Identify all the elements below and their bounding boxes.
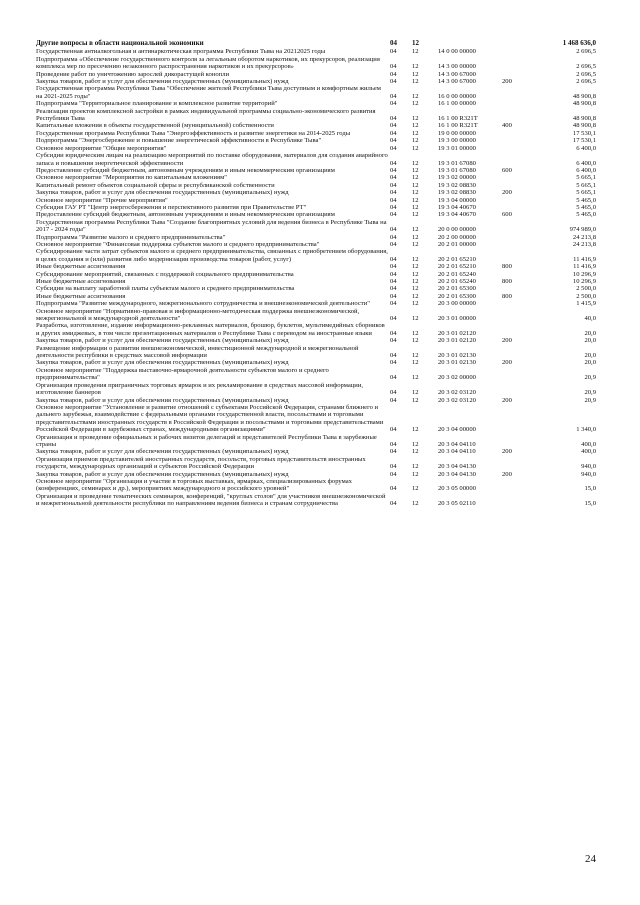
row-amount: 6 400,0 [576,159,596,167]
row-target-article: 19 3 04 40670 [438,211,476,219]
row-name: Основное мероприятие "Нормативно-правовая и информационно-методическая поддержка внешнеэкономической, межрегиональной и международной деятельности" [36,307,360,323]
row-subsection-code: 12 [412,63,419,71]
row-subsection-code: 12 [412,122,419,130]
table-row [36,345,596,360]
row-expense-type: 200 [502,189,512,197]
row-name: Иные бюджетные ассигнования [36,292,126,300]
row-name: Иные бюджетные ассигнования [36,263,126,271]
table-row [36,300,596,307]
row-target-article: 20 3 05 00000 [438,485,476,493]
row-amount: 940,0 [581,470,596,478]
row-target-article: 16 1 00 R321T [438,115,478,123]
row-expense-type: 200 [502,337,512,345]
row-amount: 10 296,9 [572,278,596,285]
row-section-code: 04 [390,440,397,448]
row-target-article: 20 2 01 65210 [438,255,476,263]
table-row [36,337,596,344]
row-expense-type: 400 [502,122,512,130]
row-target-article: 14 3 00 00000 [438,63,476,71]
row-subsection-code: 12 [412,337,419,345]
table-row [36,130,596,137]
row-subsection-code: 12 [412,203,419,211]
row-subsection-code: 12 [412,426,419,434]
row-name: Закупка товаров, работ и услуг для обеспечения государственных (муниципальных) нужд [36,359,289,367]
table-row [36,478,596,493]
row-subsection-code: 12 [412,144,419,152]
row-amount: 2 500,0 [576,292,596,300]
row-amount: 1 415,9 [576,300,596,308]
table-row [36,471,596,478]
row-target-article: 20 2 01 65240 [438,270,476,278]
row-amount: 2 500,0 [576,285,596,293]
row-section-code: 04 [390,174,397,182]
row-name: Государственная программа Республики Тыва "Обеспечение жителей Республики Тыва доступным и комфортным жильем на 2021-2025 годы" [36,85,381,100]
table-row [36,359,596,366]
row-amount: 15,0 [584,485,596,493]
row-name: Государственная программа Республики Тыва "Создание благоприятных условий для ведения бизнеса в Республике Тыва на 2017 - 2024 годы" [36,218,387,234]
row-amount: 1 468 636,0 [562,39,596,47]
row-name: Проведение работ по уничтожению зарослей дикорастущей конопли [36,70,230,78]
row-section-code: 04 [390,426,397,434]
row-section-code: 04 [390,389,397,397]
table-row [36,56,596,71]
table-row [36,382,596,397]
row-subsection-code: 12 [412,278,419,285]
row-target-article: 19 0 00 00000 [438,129,476,137]
row-amount: 11 416,9 [573,263,596,271]
row-subsection-code: 12 [412,240,419,248]
row-amount: 40,0 [584,315,596,323]
row-target-article: 14 3 00 67000 [438,78,476,86]
row-section-code: 04 [390,226,397,234]
row-target-article: 20 3 04 04110 [438,448,476,456]
row-subsection-code: 12 [412,78,419,86]
row-section-code: 04 [390,203,397,211]
row-subsection-code: 12 [412,92,419,100]
row-amount: 2 696,5 [576,78,596,86]
row-section-code: 04 [390,500,397,508]
row-name: Государственная программа Республики Тыва "Энергоэффективность и развитие энергетики на 2014-2025 годы [36,129,351,137]
row-name: Основное мероприятие "Поддержка выставочно-ярмарочной деятельности субъектов малого и среднего предпринимательства" [36,366,329,382]
table-row [36,204,596,211]
row-section-code: 04 [390,278,397,285]
row-target-article: 19 3 02 08830 [438,189,476,197]
row-subsection-code: 12 [412,500,419,508]
row-amount: 6 400,0 [576,144,596,152]
row-section-code: 04 [390,144,397,152]
row-expense-type: 800 [502,263,512,271]
row-amount: 20,0 [584,329,596,337]
row-target-article: 20 2 01 00000 [438,240,476,248]
table-row [36,40,596,47]
row-subsection-code: 12 [412,263,419,271]
row-subsection-code: 12 [412,374,419,382]
row-section-code: 04 [390,196,397,204]
row-section-code: 04 [390,448,397,456]
row-section-code: 04 [390,181,397,189]
row-name: Подпрограмма "Развитие международного, межрегионального сотрудничества и внешнеэкономической деятельности" [36,300,370,308]
row-name: Закупка товаров, работ и услуг для обеспечения государственных (муниципальных) нужд [36,337,289,345]
row-target-article: 20 3 05 02110 [438,500,476,508]
row-subsection-code: 12 [412,270,419,278]
row-amount: 48 900,8 [572,115,596,123]
row-target-article: 20 3 01 02130 [438,352,476,360]
table-row [36,308,596,323]
row-name: Реализация проектов комплексной застройки в рамках индивидуальной программы социально-экономического развития Республики Тыва [36,107,376,123]
table-row [36,456,596,471]
table-row [36,322,596,337]
row-amount: 48 900,8 [572,92,596,100]
row-amount: 20,9 [584,396,596,404]
table-row [36,263,596,270]
row-subsection-code: 12 [412,389,419,397]
table-row [36,174,596,181]
row-section-code: 04 [390,70,397,78]
row-amount: 6 400,0 [576,166,596,174]
row-amount: 5 465,0 [576,211,596,219]
row-name: Организация проведения приграничных торговых ярмарок и их рекламирование в средствах массовой информации, изготовление баннеров [36,381,363,397]
row-section-code: 04 [390,240,397,248]
row-amount: 2 696,5 [576,70,596,78]
row-section-code: 04 [390,78,397,86]
row-name: Субсидия ГАУ РТ "Центр энергосбережения и перспективного развития при Правительстве РТ" [36,203,307,211]
row-target-article: 16 1 00 R321T [438,122,478,130]
row-amount: 24 213,8 [572,233,596,241]
table-row [36,434,596,449]
row-section-code: 04 [390,137,397,145]
row-subsection-code: 12 [412,352,419,360]
row-target-article: 20 3 01 02130 [438,359,476,367]
page-number: 24 [585,853,596,865]
row-subsection-code: 12 [412,137,419,145]
row-name: Подпрограмма "Энергосбережение и повышение энергетической эффективности в Республике Тыва" [36,137,322,145]
table-row [36,108,596,123]
row-target-article: 20 3 00 00000 [438,300,476,308]
row-subsection-code: 12 [412,174,419,182]
row-section-code: 04 [390,92,397,100]
row-name: Субсидии юридическим лицам на реализацию мероприятий по поставке оборудования, материалов для создания аварийного запаса и повышения энергетической эффективности [36,152,388,167]
row-name: Размещение информации о развитии внешнеэкономической, инвестиционной международной и межрегиональной деятельности республики в средствах массовой информации [36,344,359,360]
row-name: Закупка товаров, работ и услуг для обеспечения государственных (муниципальных) нужд [36,396,289,404]
row-name: Подпрограмма "Развитие малого и среднего предпринимательства" [36,233,226,241]
row-expense-type: 200 [502,359,512,367]
row-section-code: 04 [390,166,397,174]
row-subsection-code: 12 [412,115,419,123]
row-amount: 20,0 [584,337,596,345]
row-expense-type: 600 [502,211,512,219]
table-row [36,137,596,144]
row-target-article: 20 3 04 04130 [438,463,476,471]
row-amount: 2 696,5 [576,48,596,56]
row-amount: 17 530,1 [572,129,596,137]
table-row [36,145,596,152]
row-subsection-code: 12 [412,396,419,404]
table-row [36,285,596,292]
row-section-code: 04 [390,39,397,47]
row-amount: 1 340,0 [576,426,596,434]
row-target-article: 19 3 02 08830 [438,181,476,189]
row-name: Субсидирование мероприятий, связанных с поддержкой социального предпринимательства [36,270,294,278]
row-section-code: 04 [390,470,397,478]
row-subsection-code: 12 [412,159,419,167]
row-subsection-code: 12 [412,196,419,204]
row-target-article: 19 3 01 67080 [438,159,476,167]
row-name: Основное мероприятие "Финансовая поддержка субъектов малого и среднего предпринимательства" [36,240,320,248]
row-target-article: 20 3 02 00000 [438,374,476,382]
row-amount: 5 665,1 [576,189,596,197]
row-subsection-code: 12 [412,470,419,478]
row-target-article: 19 3 04 00000 [438,196,476,204]
row-target-article: 20 0 00 00000 [438,226,476,234]
row-name: Закупка товаров, работ и услуг для обеспечения государственных (муниципальных) нужд [36,470,289,478]
row-target-article: 20 3 01 02120 [438,337,476,345]
row-section-code: 04 [390,359,397,367]
row-section-code: 04 [390,292,397,300]
row-target-article: 20 3 01 00000 [438,315,476,323]
row-section-code: 04 [390,337,397,345]
row-expense-type: 200 [502,396,512,404]
row-amount: 5 465,0 [576,203,596,211]
row-amount: 5 665,1 [576,181,596,189]
row-subsection-code: 12 [412,100,419,108]
table-row [36,71,596,78]
row-section-code: 04 [390,115,397,123]
row-target-article: 20 3 04 04130 [438,470,476,478]
row-section-code: 04 [390,374,397,382]
table-row [36,189,596,196]
row-name: Капитальный ремонт объектов социальной сферы и республиканской собственности [36,181,275,189]
row-target-article: 20 3 04 04110 [438,440,476,448]
row-name: Закупка товаров, работ и услуг для обеспечения государственных (муниципальных) нужд [36,448,289,456]
row-subsection-code: 12 [412,463,419,471]
row-amount: 24 213,8 [572,240,596,248]
row-subsection-code: 12 [412,440,419,448]
row-section-code: 04 [390,63,397,71]
row-subsection-code: 12 [412,485,419,493]
table-row [36,78,596,85]
row-amount: 20,0 [584,359,596,367]
row-section-code: 04 [390,463,397,471]
row-subsection-code: 12 [412,226,419,234]
row-amount: 2 696,5 [576,63,596,71]
row-subsection-code: 12 [412,315,419,323]
row-target-article: 19 3 04 40670 [438,203,476,211]
table-row [36,48,596,55]
row-target-article: 20 2 01 65210 [438,263,476,271]
row-expense-type: 800 [502,292,512,300]
table-row [36,182,596,189]
table-row [36,448,596,455]
row-amount: 20,0 [584,352,596,360]
row-target-article: 20 2 00 00000 [438,233,476,241]
row-name: Иные бюджетные ассигнования [36,278,126,285]
row-target-article: 19 3 02 00000 [438,174,476,182]
row-section-code: 04 [390,329,397,337]
row-amount: 400,0 [581,448,596,456]
row-target-article: 20 3 01 02120 [438,329,476,337]
row-section-code: 04 [390,48,397,56]
row-section-code: 04 [390,396,397,404]
table-row [36,152,596,167]
row-name: Подпрограмма «Обеспечение государственного контроля за легальным оборотом наркотиков, их прекурсоров, реализация комплекса мер по пресечению незаконного распространения наркотиков и их прекурсоров» [36,55,380,71]
table-row [36,404,596,434]
row-amount: 5 465,0 [576,196,596,204]
row-section-code: 04 [390,485,397,493]
row-amount: 974 989,0 [569,226,596,234]
row-target-article: 14 0 00 00000 [438,48,476,56]
row-name: Государственная антиалкогольная и антинаркотическая программа Республики Тыва на 20212025 годы [36,48,326,56]
row-section-code: 04 [390,270,397,278]
row-target-article: 20 2 01 65300 [438,285,476,293]
row-subsection-code: 12 [412,166,419,174]
table-row [36,85,596,100]
row-subsection-code: 12 [412,285,419,293]
row-amount: 20,9 [584,374,596,382]
row-section-code: 04 [390,189,397,197]
table-row [36,278,596,285]
row-expense-type: 200 [502,470,512,478]
row-name: Основное мероприятие "Прочие мероприятия" [36,196,168,204]
row-name: Предоставление субсидий бюджетным, автономным учреждениям и иным некоммерческим организациям [36,211,335,219]
row-subsection-code: 12 [412,189,419,197]
row-name: Предоставление субсидий бюджетным, автономным учреждениям и иным некоммерческим организациям [36,166,335,174]
row-target-article: 19 3 01 67080 [438,166,476,174]
row-section-code: 04 [390,129,397,137]
row-target-article: 16 1 00 00000 [438,100,476,108]
row-name: Капитальные вложения в объекты государственной (муниципальной) собственности [36,122,274,130]
row-name: Основное мероприятие "Мероприятия по капитальным вложениям" [36,174,227,182]
row-subsection-code: 12 [412,448,419,456]
row-subsection-code: 12 [412,300,419,308]
row-amount: 400,0 [581,440,596,448]
row-amount: 10 296,9 [572,270,596,278]
table-row [36,197,596,204]
row-subsection-code: 12 [412,70,419,78]
table-row [36,219,596,234]
row-section-code: 04 [390,211,397,219]
row-name: Основное мероприятие "Общие мероприятия" [36,144,167,152]
row-section-code: 04 [390,285,397,293]
table-row [36,122,596,129]
row-name: Субсидии на выплату заработной платы субъектам малого и среднего предпринимательства [36,285,295,293]
table-row [36,241,596,248]
row-expense-type: 800 [502,278,512,285]
row-amount: 11 416,9 [573,255,596,263]
table-row [36,293,596,300]
row-name: Организация и проведение тематических семинаров, конференций, "круглых столов" для участников внешнеэкономической и межрегиональной деятельности республики по направлениям ведения бизнеса и странам сотрудничества [36,492,386,508]
row-section-code: 04 [390,100,397,108]
row-expense-type: 200 [502,448,512,456]
row-section-code: 04 [390,263,397,271]
row-section-code: 04 [390,315,397,323]
row-name: Организация приемов представителей иностранных государств, посольств, торговых представительств иностранных государств, международных организаций и субъектов Российской Федерации [36,455,366,471]
row-target-article: 19 3 00 00000 [438,137,476,145]
row-section-code: 04 [390,122,397,130]
row-subsection-code: 12 [412,359,419,367]
row-name: Субсидирование части затрат субъектов малого и среднего предпринимательства, связанных с приобретением оборудования, в целях создания и (или) развития либо модернизации производства товаров (работ, услуг) [36,248,388,263]
row-target-article: 20 2 01 65300 [438,292,476,300]
row-amount: 48 900,8 [572,100,596,108]
table-row [36,100,596,107]
row-section-code: 04 [390,300,397,308]
row-name: Закупка товаров, работ и услуг для обеспечения государственных (муниципальных) нужд [36,189,289,197]
row-expense-type: 600 [502,166,512,174]
row-section-code: 04 [390,255,397,263]
table-row [36,211,596,218]
row-subsection-code: 12 [412,233,419,241]
row-name: Основное мероприятие "Установление и развитие отношений с субъектами Российской Федерации, странами ближнего и дальнего зарубежья, взаимодействие с федеральными органами государственной власти, посольствами и торговыми представительствами иностранных государств в Российской Федерации и посольствами и торговыми представительствами Российской Федерации в зарубежных странах, международными организациями" [36,403,384,434]
table-row [36,367,596,382]
row-name: Разработка, изготовление, издание информационно-рекламных материалов, брошюр, буклетов, мультимедийных сборников и других имиджевых, в том числе презентационных материалов о Республике Тыва с переводом на иностранные языки [36,322,385,337]
row-target-article: 20 3 02 03120 [438,389,476,397]
row-name: Организация и проведение официальных и рабочих визитов делегаций и представителей Республики Тыва в зарубежные страны [36,433,377,448]
table-row [36,234,596,241]
row-subsection-code: 12 [412,181,419,189]
row-subsection-code: 12 [412,129,419,137]
row-section-code: 04 [390,352,397,360]
row-subsection-code: 12 [412,39,419,47]
row-amount: 20,9 [584,389,596,397]
row-amount: 940,0 [581,463,596,471]
row-target-article: 16 0 00 00000 [438,92,476,100]
row-name: Другие вопросы в области национальной экономики [36,39,204,47]
row-name: Закупка товаров, работ и услуг для обеспечения государственных (муниципальных) нужд [36,78,289,86]
table-row [36,248,596,263]
row-amount: 48 900,8 [572,122,596,130]
row-target-article: 19 3 01 00000 [438,144,476,152]
table-row [36,493,596,508]
row-name: Основное мероприятие "Организация и участие в торговых выставках, ярмарках, специализированных форумах (конференциях, семинарах и др.), мероприятиях международного и российского уровней" [36,477,352,493]
row-subsection-code: 12 [412,292,419,300]
table-row [36,167,596,174]
row-target-article: 14 3 00 67000 [438,70,476,78]
row-target-article: 20 2 01 65240 [438,278,476,285]
budget-table [36,40,596,508]
row-subsection-code: 12 [412,329,419,337]
row-amount: 17 530,1 [572,137,596,145]
row-target-article: 20 3 02 03120 [438,396,476,404]
row-amount: 5 665,1 [576,174,596,182]
row-amount: 15,0 [584,500,596,508]
row-name: Подпрограмма "Территориальное планирование и комплексное развитие территорий" [36,100,278,108]
row-subsection-code: 12 [412,48,419,56]
row-section-code: 04 [390,233,397,241]
row-subsection-code: 12 [412,211,419,219]
row-subsection-code: 12 [412,255,419,263]
row-section-code: 04 [390,159,397,167]
row-target-article: 20 3 04 00000 [438,426,476,434]
row-expense-type: 200 [502,78,512,86]
table-row [36,271,596,278]
table-row [36,397,596,404]
